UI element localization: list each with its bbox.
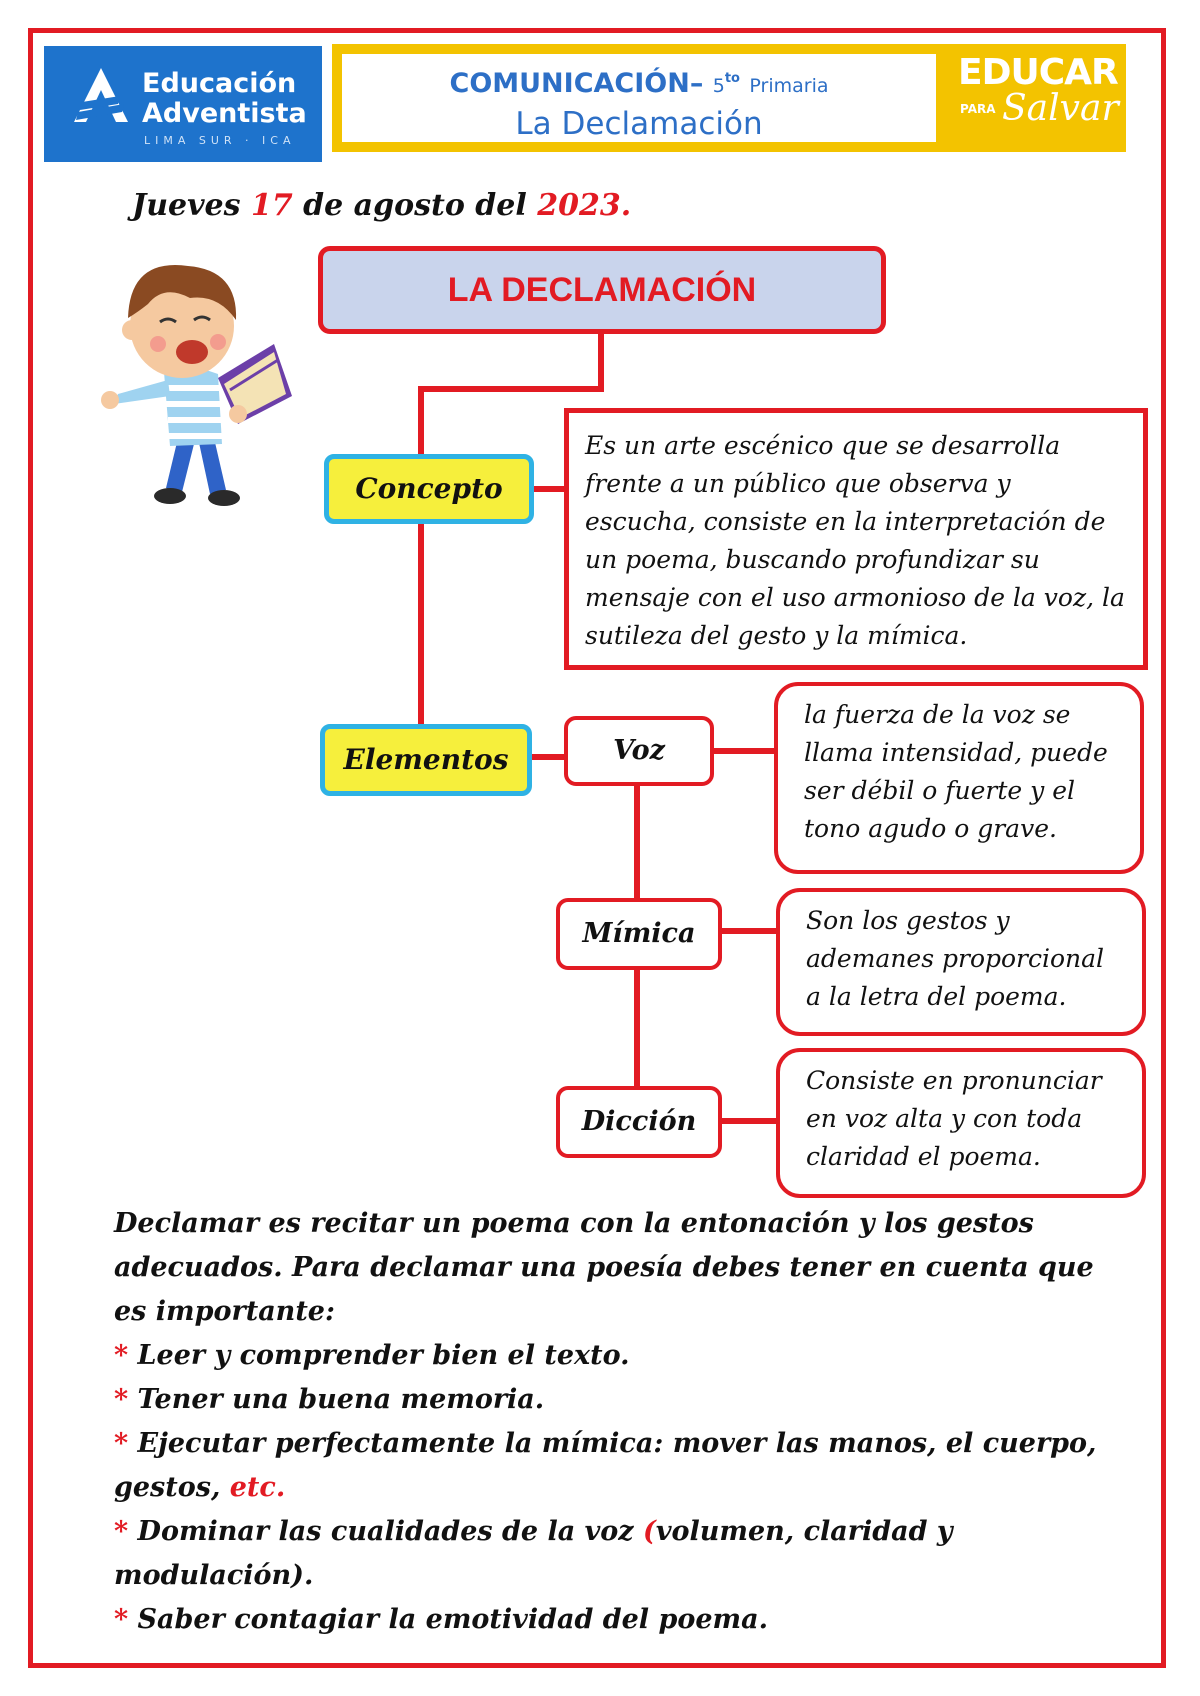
tip-text: Leer y comprender bien el texto.: [137, 1340, 630, 1371]
tip-etc: etc.: [229, 1472, 286, 1503]
date-year: 2023.: [537, 188, 632, 223]
tip-item: [114, 1378, 1124, 1422]
bullet-star: *: [114, 1428, 129, 1459]
subject-name: COMUNICACIÓN–: [449, 68, 704, 99]
element-voz-description: la fuerza de la voz se llama intensidad, puede ser débil o fuerte y el tono agudo o grave.: [774, 682, 1144, 874]
connector-line: [722, 1118, 778, 1124]
bullet-star: *: [114, 1516, 129, 1547]
element-mimica: Mímica: [556, 898, 722, 970]
date-middle: de agosto del: [303, 188, 527, 223]
concepto-definition: Es un arte escénico que se desarrolla frente a un público que observa y escucha, consiste en la interpretación de un poema, buscando profundizar su mensaje con el uso armonioso de la voz, la sutileza del gesto y la mímica.: [564, 408, 1148, 670]
boy-reading-illustration: [78, 248, 318, 516]
tip-item: [114, 1422, 1124, 1510]
connector-line: [722, 928, 778, 934]
connector-line: [418, 386, 424, 726]
tip-paren: (: [643, 1516, 656, 1547]
tip-text-cont: volumen, claridad y modulación).: [114, 1516, 953, 1591]
tip-item: [114, 1598, 1124, 1642]
bullet-star: *: [114, 1604, 129, 1635]
bullet-star: *: [114, 1340, 129, 1371]
tip-text: Tener una buena memoria.: [137, 1384, 545, 1415]
tip-item: [114, 1334, 1124, 1378]
grade-superscript: to: [724, 71, 740, 86]
educar-word: EDUCAR: [958, 52, 1118, 93]
logo-line1: Educación: [142, 68, 297, 99]
tip-text: Saber contagiar la emotividad del poema.: [137, 1604, 768, 1635]
tip-text: Dominar las cualidades de la voz: [137, 1516, 634, 1547]
educar-para-salvar-logo: [946, 44, 1126, 152]
header-title-box: [332, 44, 946, 152]
connector-line: [532, 754, 566, 760]
grade-number: 5: [712, 75, 725, 97]
educacion-adventista-logo: [44, 46, 322, 162]
salvar-word: Salvar: [1002, 88, 1119, 129]
element-diccion: Dicción: [556, 1086, 722, 1158]
date-day: Jueves: [132, 188, 241, 223]
element-voz: Voz: [564, 716, 714, 786]
bullet-star: *: [114, 1384, 129, 1415]
map-title: LA DECLAMACIÓN: [318, 246, 886, 334]
connector-line: [598, 334, 604, 390]
element-diccion-description: Consiste en pronunciar en voz alta y con toda claridad el poema.: [776, 1048, 1146, 1198]
tip-text: Ejecutar perfectamente la mímica: mover las manos, el cuerpo, gestos,: [114, 1428, 1097, 1503]
bottom-notes: [114, 1202, 1124, 1642]
subject-heading: [342, 68, 936, 99]
logo-subtitle: LIMA SUR · ICA: [144, 134, 296, 147]
intro-paragraph: Declamar es recitar un poema con la entonación y los gestos adecuados. Para declamar una poesía debes tener en cuenta que es importante:: [114, 1208, 1094, 1327]
para-word: PARA: [960, 102, 996, 116]
elementos-label: Elementos: [320, 724, 532, 796]
connector-line: [418, 386, 604, 392]
element-mimica-description: Son los gestos y ademanes proporcional a la letra del poema.: [776, 888, 1146, 1036]
logo-line2: Adventista: [142, 98, 307, 129]
connector-line: [534, 486, 566, 492]
concepto-label: Concepto: [324, 454, 534, 524]
connector-line: [714, 748, 776, 754]
date-line: [132, 188, 631, 223]
tip-item: [114, 1510, 1124, 1598]
grade-word: Primaria: [749, 75, 829, 97]
adventista-a-icon: [72, 66, 130, 124]
date-number: 17: [250, 188, 293, 223]
lesson-title: La Declamación: [515, 106, 763, 142]
